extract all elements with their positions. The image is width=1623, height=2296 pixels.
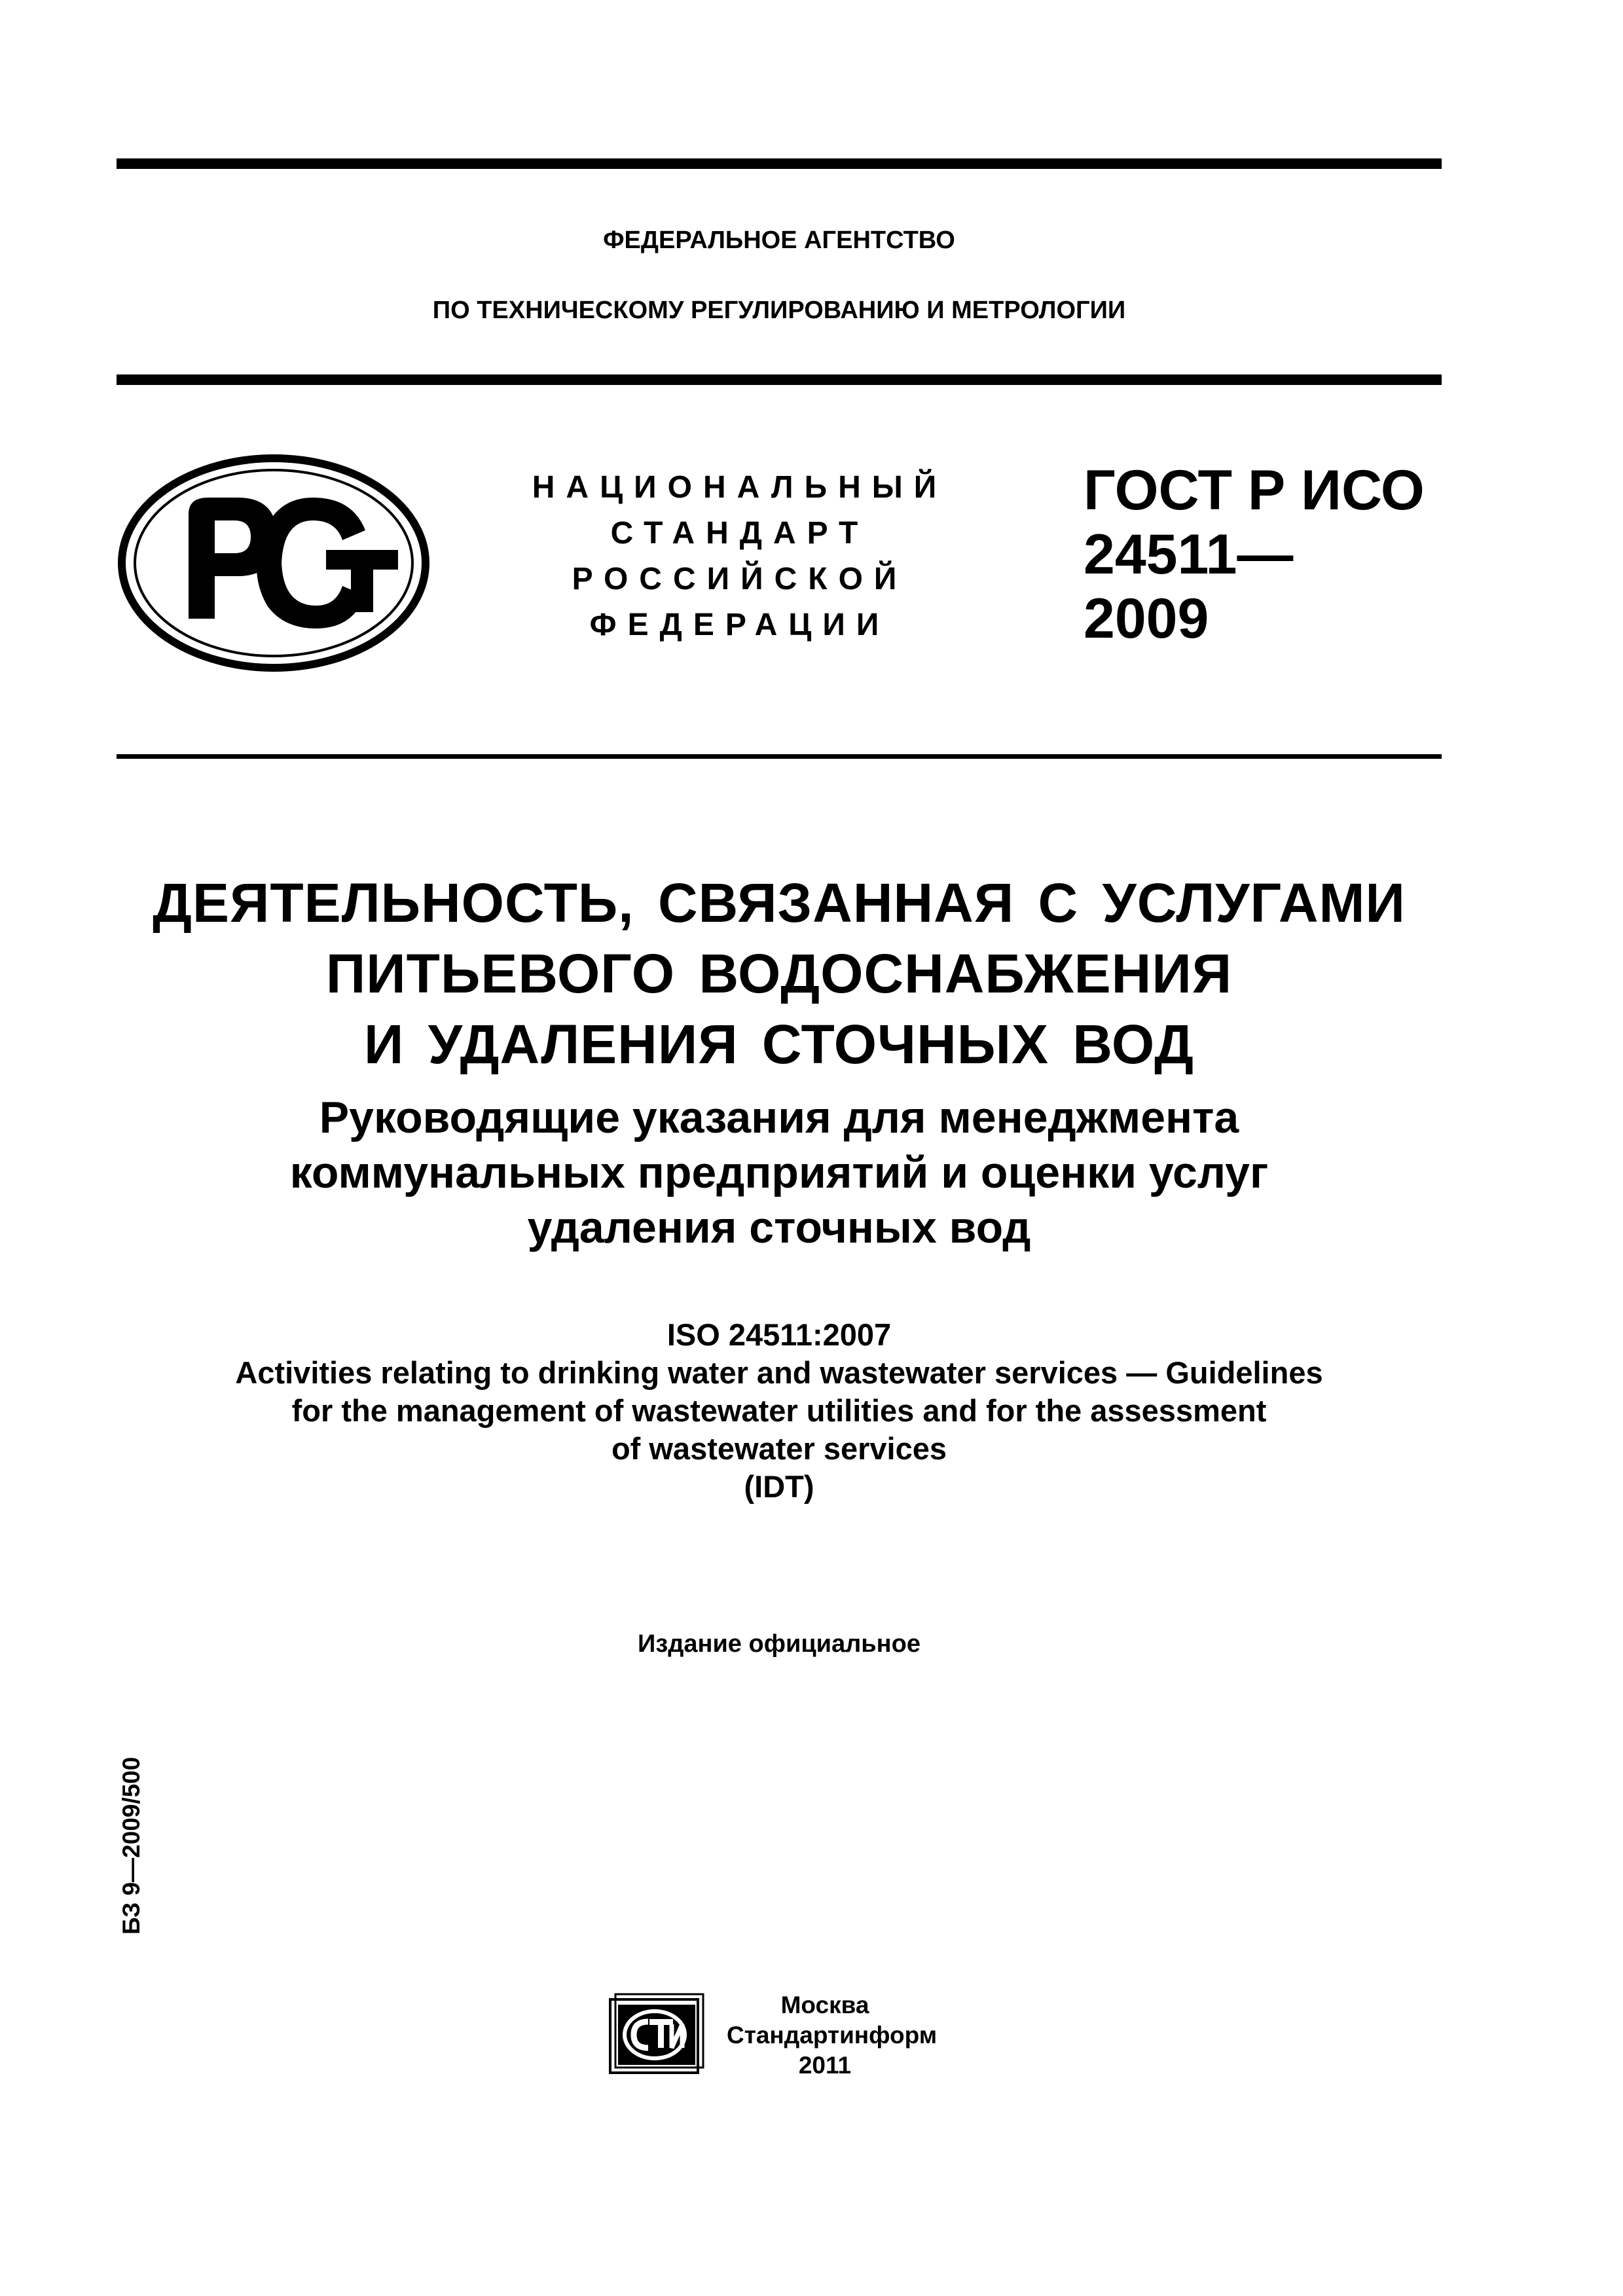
title-line-1: ДЕЯТЕЛЬНОСТЬ, СВЯЗАННАЯ С УСЛУГАМИ xyxy=(153,872,1406,934)
standard-type-line-4: ФЕДЕРАЦИИ xyxy=(589,608,890,642)
iso-reference xyxy=(117,1316,1442,1506)
standartinform-logo-icon xyxy=(609,1990,707,2074)
iso-title-line-1: Activities relating to drinking water and wastewater services — Guidelines xyxy=(235,1355,1323,1390)
document-subtitle xyxy=(117,1090,1442,1255)
standard-type-line-3: РОССИЙСКОЙ xyxy=(572,562,908,596)
header-bottom-rule xyxy=(117,374,1442,385)
subtitle-line-1: Руководящие указания для менеджмента xyxy=(319,1093,1239,1142)
title-line-2: ПИТЬЕВОГО ВОДОСНАБЖЕНИЯ xyxy=(325,943,1233,1004)
subtitle-line-3: удаления сточных вод xyxy=(527,1203,1031,1252)
document-title xyxy=(117,867,1442,1080)
designation-line-1: ГОСТ Р ИСО xyxy=(1084,459,1425,522)
edition-label: Издание официальное xyxy=(638,1630,921,1658)
rst-logo-icon xyxy=(117,452,431,674)
standard-type xyxy=(511,465,969,648)
publisher-imprint xyxy=(727,1990,938,2081)
standard-type-line-2: СТАНДАРТ xyxy=(610,516,869,551)
title-top-rule xyxy=(117,754,1442,759)
agency-line-1: ФЕДЕРАЛЬНОЕ АГЕНТСТВО xyxy=(603,227,955,254)
publisher-city: Москва xyxy=(780,1992,869,2018)
agency-line-2: ПО ТЕХНИЧЕСКОМУ РЕГУЛИРОВАНИЮ И МЕТРОЛОГИИ xyxy=(432,297,1126,324)
iso-title-line-3: of wastewater services xyxy=(611,1431,947,1466)
subtitle-line-2: коммунальных предприятий и оценки услуг xyxy=(289,1148,1269,1197)
iso-title-line-2: for the management of wastewater utilities and for the assessment xyxy=(291,1393,1267,1428)
side-code: БЗ 9—2009/500 xyxy=(118,1757,145,1935)
top-rule xyxy=(117,158,1442,169)
publisher-name: Стандартинформ xyxy=(727,2022,938,2049)
standard-designation xyxy=(1084,458,1450,651)
publisher-year: 2011 xyxy=(798,2052,852,2079)
iso-equivalence: (IDT) xyxy=(744,1469,814,1504)
iso-number: ISO 24511:2007 xyxy=(666,1317,892,1352)
designation-line-2: 24511— xyxy=(1084,523,1294,586)
designation-line-3: 2009 xyxy=(1084,587,1209,650)
standard-type-line-1: НАЦИОНАЛЬНЫЙ xyxy=(532,470,948,505)
title-line-3: И УДАЛЕНИЯ СТОЧНЫХ ВОД xyxy=(363,1013,1194,1075)
